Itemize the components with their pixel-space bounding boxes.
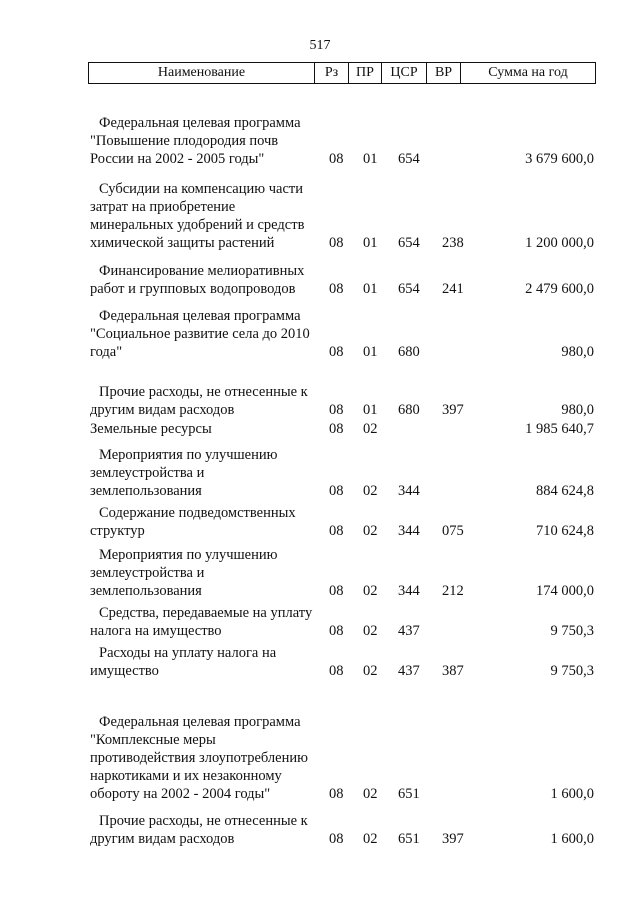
row-name-line: Прочие расходы, не отнесенные к	[99, 384, 308, 400]
row-name	[90, 307, 330, 361]
row-rz: 08	[329, 786, 344, 802]
row-csr: 654	[398, 281, 420, 297]
row-name-line: структур	[90, 523, 145, 539]
row-name-line: "Повышение плодородия почв	[90, 133, 279, 149]
row-name	[90, 383, 330, 419]
row-csr: 680	[398, 344, 420, 360]
row-pr: 01	[363, 344, 378, 360]
row-name-line: землепользования	[90, 583, 202, 599]
row-vr: 212	[442, 583, 464, 599]
row-csr: 651	[398, 831, 420, 847]
page-number: 517	[309, 38, 331, 53]
row-name-line: затрат на приобретение	[90, 199, 236, 215]
row-name	[90, 180, 330, 252]
row-name	[90, 262, 330, 298]
table-row	[0, 446, 640, 500]
row-name-line: Федеральная целевая программа	[99, 714, 301, 730]
row-name-line: другим видам расходов	[90, 831, 235, 847]
row-name-line: Средства, передаваемые на уплату	[99, 605, 313, 621]
row-rz: 08	[329, 281, 344, 297]
row-name-line: работ и групповых водопроводов	[90, 281, 296, 297]
table-row	[0, 713, 640, 803]
row-pr: 01	[363, 402, 378, 418]
row-rz: 08	[329, 235, 344, 251]
row-name	[90, 604, 330, 640]
row-name	[90, 504, 330, 540]
row-pr: 02	[363, 831, 378, 847]
row-pr: 02	[363, 483, 378, 499]
row-csr: 654	[398, 151, 420, 167]
row-sum: 1 600,0	[550, 831, 594, 847]
header-sum: Сумма на год	[461, 63, 596, 84]
row-pr: 02	[363, 421, 378, 437]
row-vr: 397	[442, 402, 464, 418]
row-sum: 710 624,8	[536, 523, 594, 539]
row-vr: 397	[442, 831, 464, 847]
row-name-line: Федеральная целевая программа	[99, 115, 301, 131]
row-rz: 08	[329, 523, 344, 539]
row-name-line: землеустройства и	[90, 565, 205, 581]
row-rz: 08	[329, 402, 344, 418]
row-name-line: Федеральная целевая программа	[99, 308, 301, 324]
row-pr: 01	[363, 281, 378, 297]
row-rz: 08	[329, 151, 344, 167]
row-csr: 437	[398, 663, 420, 679]
row-pr: 02	[363, 623, 378, 639]
row-name-line: противодействия злоупотреблению	[90, 750, 308, 766]
table-header	[88, 62, 596, 84]
row-name	[90, 644, 330, 680]
row-name	[90, 812, 330, 848]
row-sum: 3 679 600,0	[525, 151, 594, 167]
row-sum: 980,0	[561, 402, 594, 418]
row-name-line: химической защиты растений	[90, 235, 275, 251]
row-name-line: минеральных удобрений и средств	[90, 217, 305, 233]
row-vr: 238	[442, 235, 464, 251]
header-csr: ЦСР	[382, 63, 427, 84]
row-name	[90, 420, 330, 438]
row-sum: 980,0	[561, 344, 594, 360]
row-csr: 654	[398, 235, 420, 251]
row-name-line: Расходы на уплату налога на	[99, 645, 277, 661]
row-name-line: "Комплексные меры	[90, 732, 216, 748]
row-rz: 08	[329, 583, 344, 599]
row-name-line: Мероприятия по улучшению	[99, 447, 278, 463]
table-row	[0, 383, 640, 419]
row-name-line: года"	[90, 344, 123, 360]
row-name-line: обороту на 2002 - 2004 годы"	[90, 786, 271, 802]
row-sum: 9 750,3	[550, 623, 594, 639]
row-csr: 651	[398, 786, 420, 802]
table-row	[0, 262, 640, 298]
row-sum: 9 750,3	[550, 663, 594, 679]
table-row	[0, 604, 640, 640]
row-sum: 2 479 600,0	[525, 281, 594, 297]
table-row	[0, 307, 640, 361]
row-sum: 174 000,0	[536, 583, 594, 599]
table-row	[0, 504, 640, 540]
row-sum: 1 200 000,0	[525, 235, 594, 251]
header-name: Наименование	[89, 63, 315, 84]
header-vr: ВР	[427, 63, 461, 84]
row-name-line: Мероприятия по улучшению	[99, 547, 278, 563]
row-csr: 344	[398, 483, 420, 499]
row-sum: 884 624,8	[536, 483, 594, 499]
row-rz: 08	[329, 421, 344, 437]
row-name-line: наркотиками и их незаконному	[90, 768, 282, 784]
row-rz: 08	[329, 483, 344, 499]
row-name-line: землепользования	[90, 483, 202, 499]
row-pr: 02	[363, 523, 378, 539]
row-vr: 387	[442, 663, 464, 679]
row-rz: 08	[329, 344, 344, 360]
row-name-line: Прочие расходы, не отнесенные к	[99, 813, 308, 829]
row-csr: 344	[398, 583, 420, 599]
row-rz: 08	[329, 623, 344, 639]
row-pr: 02	[363, 583, 378, 599]
row-vr: 241	[442, 281, 464, 297]
row-name-line: "Социальное развитие села до 2010	[90, 326, 310, 342]
row-sum: 1 600,0	[550, 786, 594, 802]
row-csr: 344	[398, 523, 420, 539]
row-csr: 680	[398, 402, 420, 418]
row-pr: 01	[363, 151, 378, 167]
row-name	[90, 114, 330, 168]
row-pr: 02	[363, 786, 378, 802]
row-name-line: Субсидии на компенсацию части	[99, 181, 303, 197]
row-name-line: Финансирование мелиоративных	[99, 263, 305, 279]
table-row	[0, 180, 640, 252]
header-rz: Рз	[315, 63, 349, 84]
row-name-line: России на 2002 - 2005 годы"	[90, 151, 265, 167]
table-row	[0, 812, 640, 848]
header-pr: ПР	[349, 63, 382, 84]
row-rz: 08	[329, 663, 344, 679]
row-name-line: Земельные ресурсы	[90, 421, 212, 437]
row-name-line: налога на имущество	[90, 623, 222, 639]
row-name	[90, 713, 330, 803]
row-sum: 1 985 640,7	[525, 421, 594, 437]
row-rz: 08	[329, 831, 344, 847]
row-name	[90, 446, 330, 500]
row-pr: 01	[363, 235, 378, 251]
row-name-line: другим видам расходов	[90, 402, 235, 418]
table-row	[0, 420, 640, 438]
row-pr: 02	[363, 663, 378, 679]
table-row	[0, 114, 640, 168]
row-name-line: землеустройства и	[90, 465, 205, 481]
row-csr: 437	[398, 623, 420, 639]
table-row	[0, 644, 640, 680]
row-name-line: Содержание подведомственных	[99, 505, 296, 521]
row-name-line: имущество	[90, 663, 159, 679]
table-row	[0, 546, 640, 600]
row-vr: 075	[442, 523, 464, 539]
row-name	[90, 546, 330, 600]
